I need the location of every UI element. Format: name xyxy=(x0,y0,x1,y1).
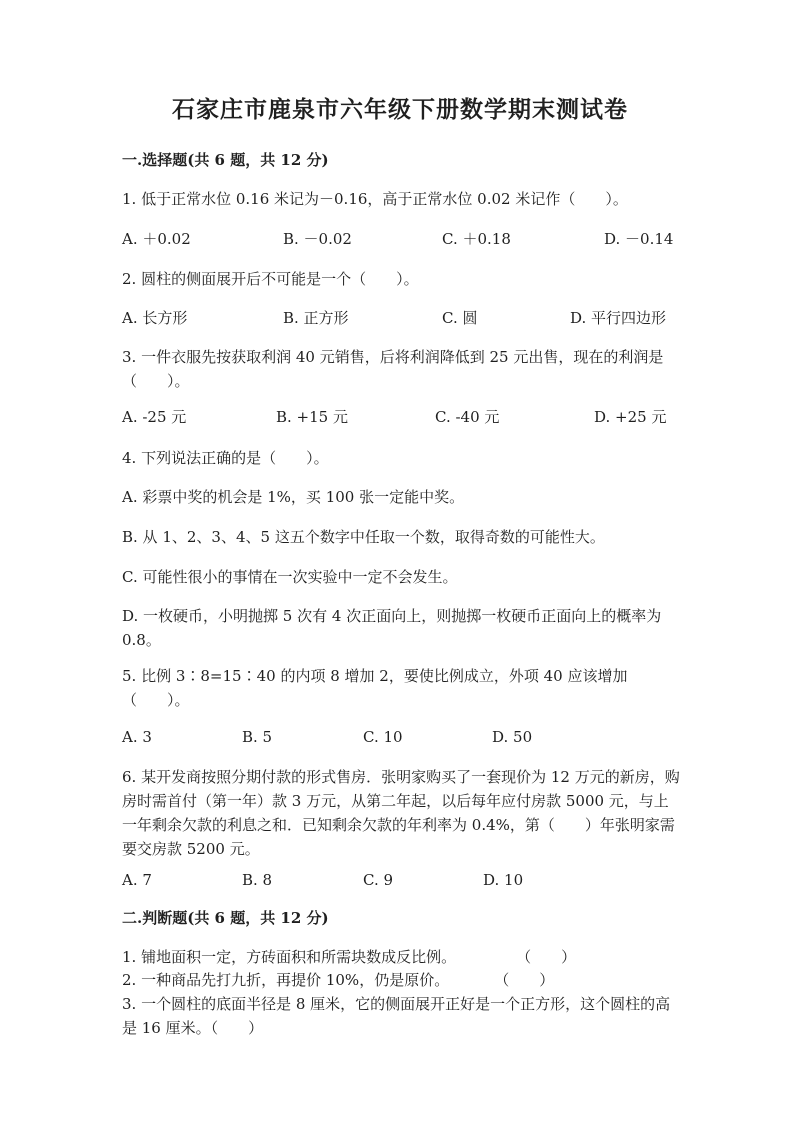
question-6: 6. 某开发商按照分期付款的形式售房．张明家购买了一套现价为 12 万元的新房，购房时需首付（第一年）款 3 万元，从第二年起，以后每年应付房款 5000 元，与上一年剩余欠款的利息之和．已知剩余欠款的年利率为 0.4%，第（ ）年张明家需要交房款 5200 元。 xyxy=(122,768,680,858)
page-title: 石家庄市鹿泉市六年级下册数学期末测试卷 xyxy=(172,96,628,123)
q2-option-c: C. 圆 xyxy=(442,309,478,327)
q5-option-b: B. 5 xyxy=(242,728,273,746)
q4-option-d: D. 一枚硬币，小明抛掷 5 次有 4 次正面向上，则抛掷一枚硬币正面向上的概率为 0.8。 xyxy=(122,607,662,649)
question-4: 4. 下列说法正确的是（ ）。 xyxy=(122,449,329,467)
q4-option-c: C. 可能性很小的事情在一次实验中一定不会发生。 xyxy=(122,568,458,586)
q1-option-c: C. ＋0.18 xyxy=(442,230,511,248)
q2-option-a: A. 长方形 xyxy=(122,309,188,327)
question-1: 1. 低于正常水位 0.16 米记为－0.16，高于正常水位 0.02 米记作（ ）。 xyxy=(122,190,628,208)
question-5: 5. 比例 3∶8=15∶40 的内项 8 增加 2，要使比例成立，外项 40 应该增加（ ）。 xyxy=(122,667,628,709)
judge-item-1: 1. 铺地面积一定，方砖面积和所需块数成反比例。 （ ） xyxy=(122,948,577,966)
q4-option-b: B. 从 1、2、3、4、5 这五个数字中任取一个数，取得奇数的可能性大。 xyxy=(122,528,605,546)
section-heading-judge: 二.判断题(共 6 题，共 12 分) xyxy=(122,909,329,927)
q6-option-d: D. 10 xyxy=(483,871,524,889)
question-2: 2. 圆柱的侧面展开后不可能是一个（ ）。 xyxy=(122,270,419,288)
q6-option-c: C. 9 xyxy=(363,871,394,889)
judge-item-2: 2. 一种商品先打九折，再提价 10%，仍是原价。 （ ） xyxy=(122,971,555,989)
q5-option-c: C. 10 xyxy=(363,728,403,746)
q6-option-b: B. 8 xyxy=(242,871,273,889)
question-3: 3. 一件衣服先按获取利润 40 元销售，后将利润降低到 25 元出售，现在的利润是（ ）。 xyxy=(122,348,664,390)
q5-option-d: D. 50 xyxy=(492,728,533,746)
q6-option-a: A. 7 xyxy=(122,871,152,889)
q2-option-d: D. 平行四边形 xyxy=(570,309,667,327)
q5-option-a: A. 3 xyxy=(122,728,152,746)
q3-option-d: D. +25 元 xyxy=(594,408,667,426)
q3-option-b: B. +15 元 xyxy=(276,408,348,426)
q3-option-a: A. -25 元 xyxy=(122,408,187,426)
q4-option-a: A. 彩票中奖的机会是 1%，买 100 张一定能中奖。 xyxy=(122,488,465,506)
q1-option-d: D. －0.14 xyxy=(604,230,674,248)
q1-option-a: A. ＋0.02 xyxy=(122,230,191,248)
q2-option-b: B. 正方形 xyxy=(283,309,349,327)
section-heading-choice: 一.选择题(共 6 题，共 12 分) xyxy=(122,151,329,169)
q3-option-c: C. -40 元 xyxy=(435,408,500,426)
judge-item-3: 3. 一个圆柱的底面半径是 8 厘米，它的侧面展开正好是一个正方形，这个圆柱的高是 16 厘米。（ ） xyxy=(122,995,671,1037)
q1-option-b: B. －0.02 xyxy=(283,230,352,248)
